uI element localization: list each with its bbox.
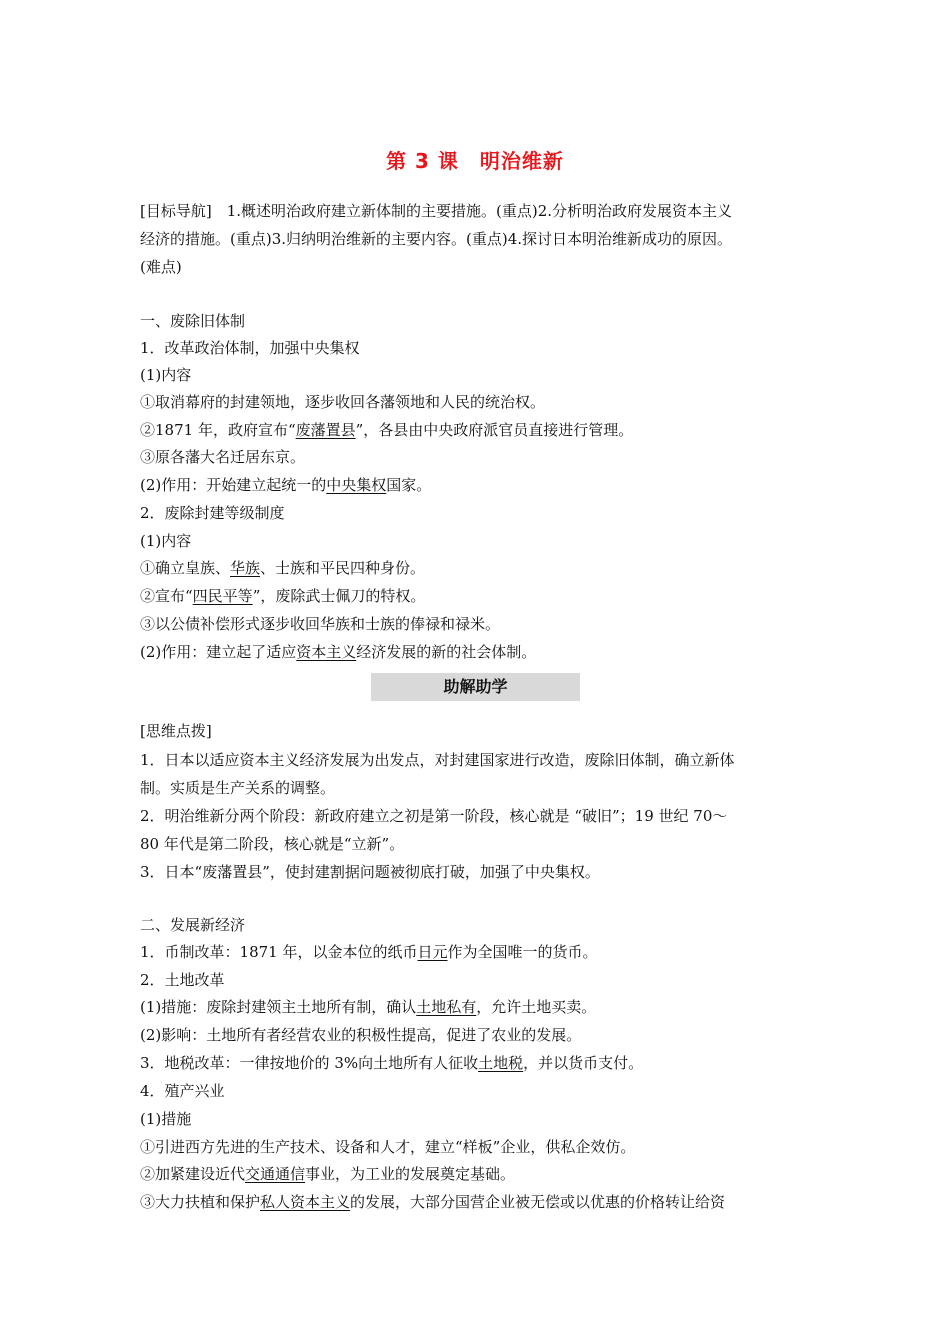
s1-point-1-sub-2 [140,475,431,495]
section-2-heading: 二、发展新经济 [140,916,246,934]
s1-point-2-title: 2．废除封建等级制度 [140,504,285,522]
keyword-underlined: 四民平等 [192,587,253,605]
text-fragment: (2)作用：开始建立起统一的 [140,476,327,494]
keyword-underlined: 中央集权 [326,476,387,494]
s2-point-1 [140,942,598,962]
text-fragment: 作为全国唯一的货币。 [447,943,598,961]
s1-point-1-sub-1: (1)内容 [140,366,192,384]
keyword-underlined: 土地税 [478,1054,524,1072]
text-fragment: (2)作用：建立起了适应 [140,643,297,661]
text-fragment: ①确立皇族、 [140,559,231,577]
keyword-underlined: 交通通信 [245,1165,306,1183]
keyword-underlined: 废藩置县 [295,421,356,439]
s2-point-4-item-2 [140,1164,515,1184]
text-fragment: 国家。 [386,476,432,494]
s2-point-3 [140,1053,643,1073]
text-fragment: 经济发展的新的社会体制。 [356,643,537,661]
s2-point-2-sub-1 [140,997,596,1017]
s1-point-1-title: 1．改革政治体制，加强中央集权 [140,339,360,357]
tips-line-4: 80 年代是第二阶段，核心就是“立新”。 [140,835,405,853]
text-fragment: ③大力扶植和保护 [140,1193,261,1211]
s2-point-2-title: 2．土地改革 [140,971,225,989]
text-fragment: 事业，为工业的发展奠定基础。 [305,1165,516,1183]
keyword-underlined: 资本主义 [296,643,357,661]
text-fragment: ，允许土地买卖。 [476,998,597,1016]
keyword-underlined: 华族 [230,559,261,577]
help-banner: 助解助学 [371,673,580,701]
s1-point-1-item-2 [140,420,633,440]
text-fragment: ”，各县由中央政府派官员直接进行管理。 [355,421,634,439]
goals-line-3: (难点) [140,258,182,276]
text-fragment: 1．币制改革：1871 年，以金本位的纸币 [140,943,418,961]
text-fragment: ②1871 年，政府宣布“ [140,421,296,439]
keyword-underlined: 日元 [417,943,448,961]
text-fragment: ，并以货币支付。 [523,1054,644,1072]
goals-line-1: [目标导航] 1.概述明治政府建立新体制的主要措施。(重点)2.分析明治政府发展资本主义 [140,202,733,220]
s2-point-2-sub-2: (2)影响：土地所有者经营农业的积极性提高，促进了农业的发展。 [140,1026,582,1044]
text-fragment: ②加紧建设近代 [140,1165,246,1183]
s1-point-2-sub-1: (1)内容 [140,532,192,550]
tips-line-2: 制。实质是生产关系的调整。 [140,779,336,797]
lesson-title: 第 3 课 明治维新 [386,149,564,173]
text-fragment: 3．地税改革：一律按地价的 3%向土地所有人征收 [140,1054,479,1072]
s1-point-2-item-2 [140,586,425,606]
keyword-underlined: 私人资本主义 [260,1193,351,1211]
tips-line-5: 3．日本“废藩置县”，使封建割据问题被彻底打破，加强了中央集权。 [140,863,600,881]
s2-point-4-title: 4．殖产兴业 [140,1082,225,1100]
keyword-underlined: 土地私有 [416,998,477,1016]
text-fragment: 的发展，大部分国营企业被无偿或以优惠的价格转让给资 [350,1193,726,1211]
tips-line-1: 1．日本以适应资本主义经济发展为出发点，对封建国家进行改造，废除旧体制，确立新体 [140,751,735,769]
text-fragment: 、士族和平民四种身份。 [260,559,426,577]
s2-point-4-sub: (1)措施 [140,1110,192,1128]
goals-line-2: 经济的措施。(重点)3.归纳明治维新的主要内容。(重点)4.探讨日本明治维新成功的原因。 [140,230,733,248]
section-1-heading: 一、废除旧体制 [140,312,246,330]
text-fragment: ②宣布“ [140,587,193,605]
s1-point-2-item-1 [140,558,425,578]
s1-point-2-sub-2 [140,642,536,662]
text-fragment: ”，废除武士佩刀的特权。 [252,587,426,605]
tips-label: [思维点拨] [140,722,212,740]
s1-point-1-item-1: ①取消幕府的封建领地，逐步收回各藩领地和人民的统治权。 [140,393,546,411]
s2-point-4-item-3 [140,1192,725,1212]
s1-point-1-item-3: ③原各藩大名迁居东京。 [140,448,306,466]
s1-point-2-item-3: ③以公债补偿形式逐步收回华族和士族的俸禄和禄米。 [140,615,501,633]
s2-point-4-item-1: ①引进西方先进的生产技术、设备和人才，建立“样板”企业，供私企效仿。 [140,1138,636,1156]
text-fragment: (1)措施：废除封建领主土地所有制，确认 [140,998,417,1016]
tips-line-3: 2．明治维新分两个阶段：新政府建立之初是第一阶段，核心就是 “破旧”；19 世纪 70～ [140,807,728,825]
